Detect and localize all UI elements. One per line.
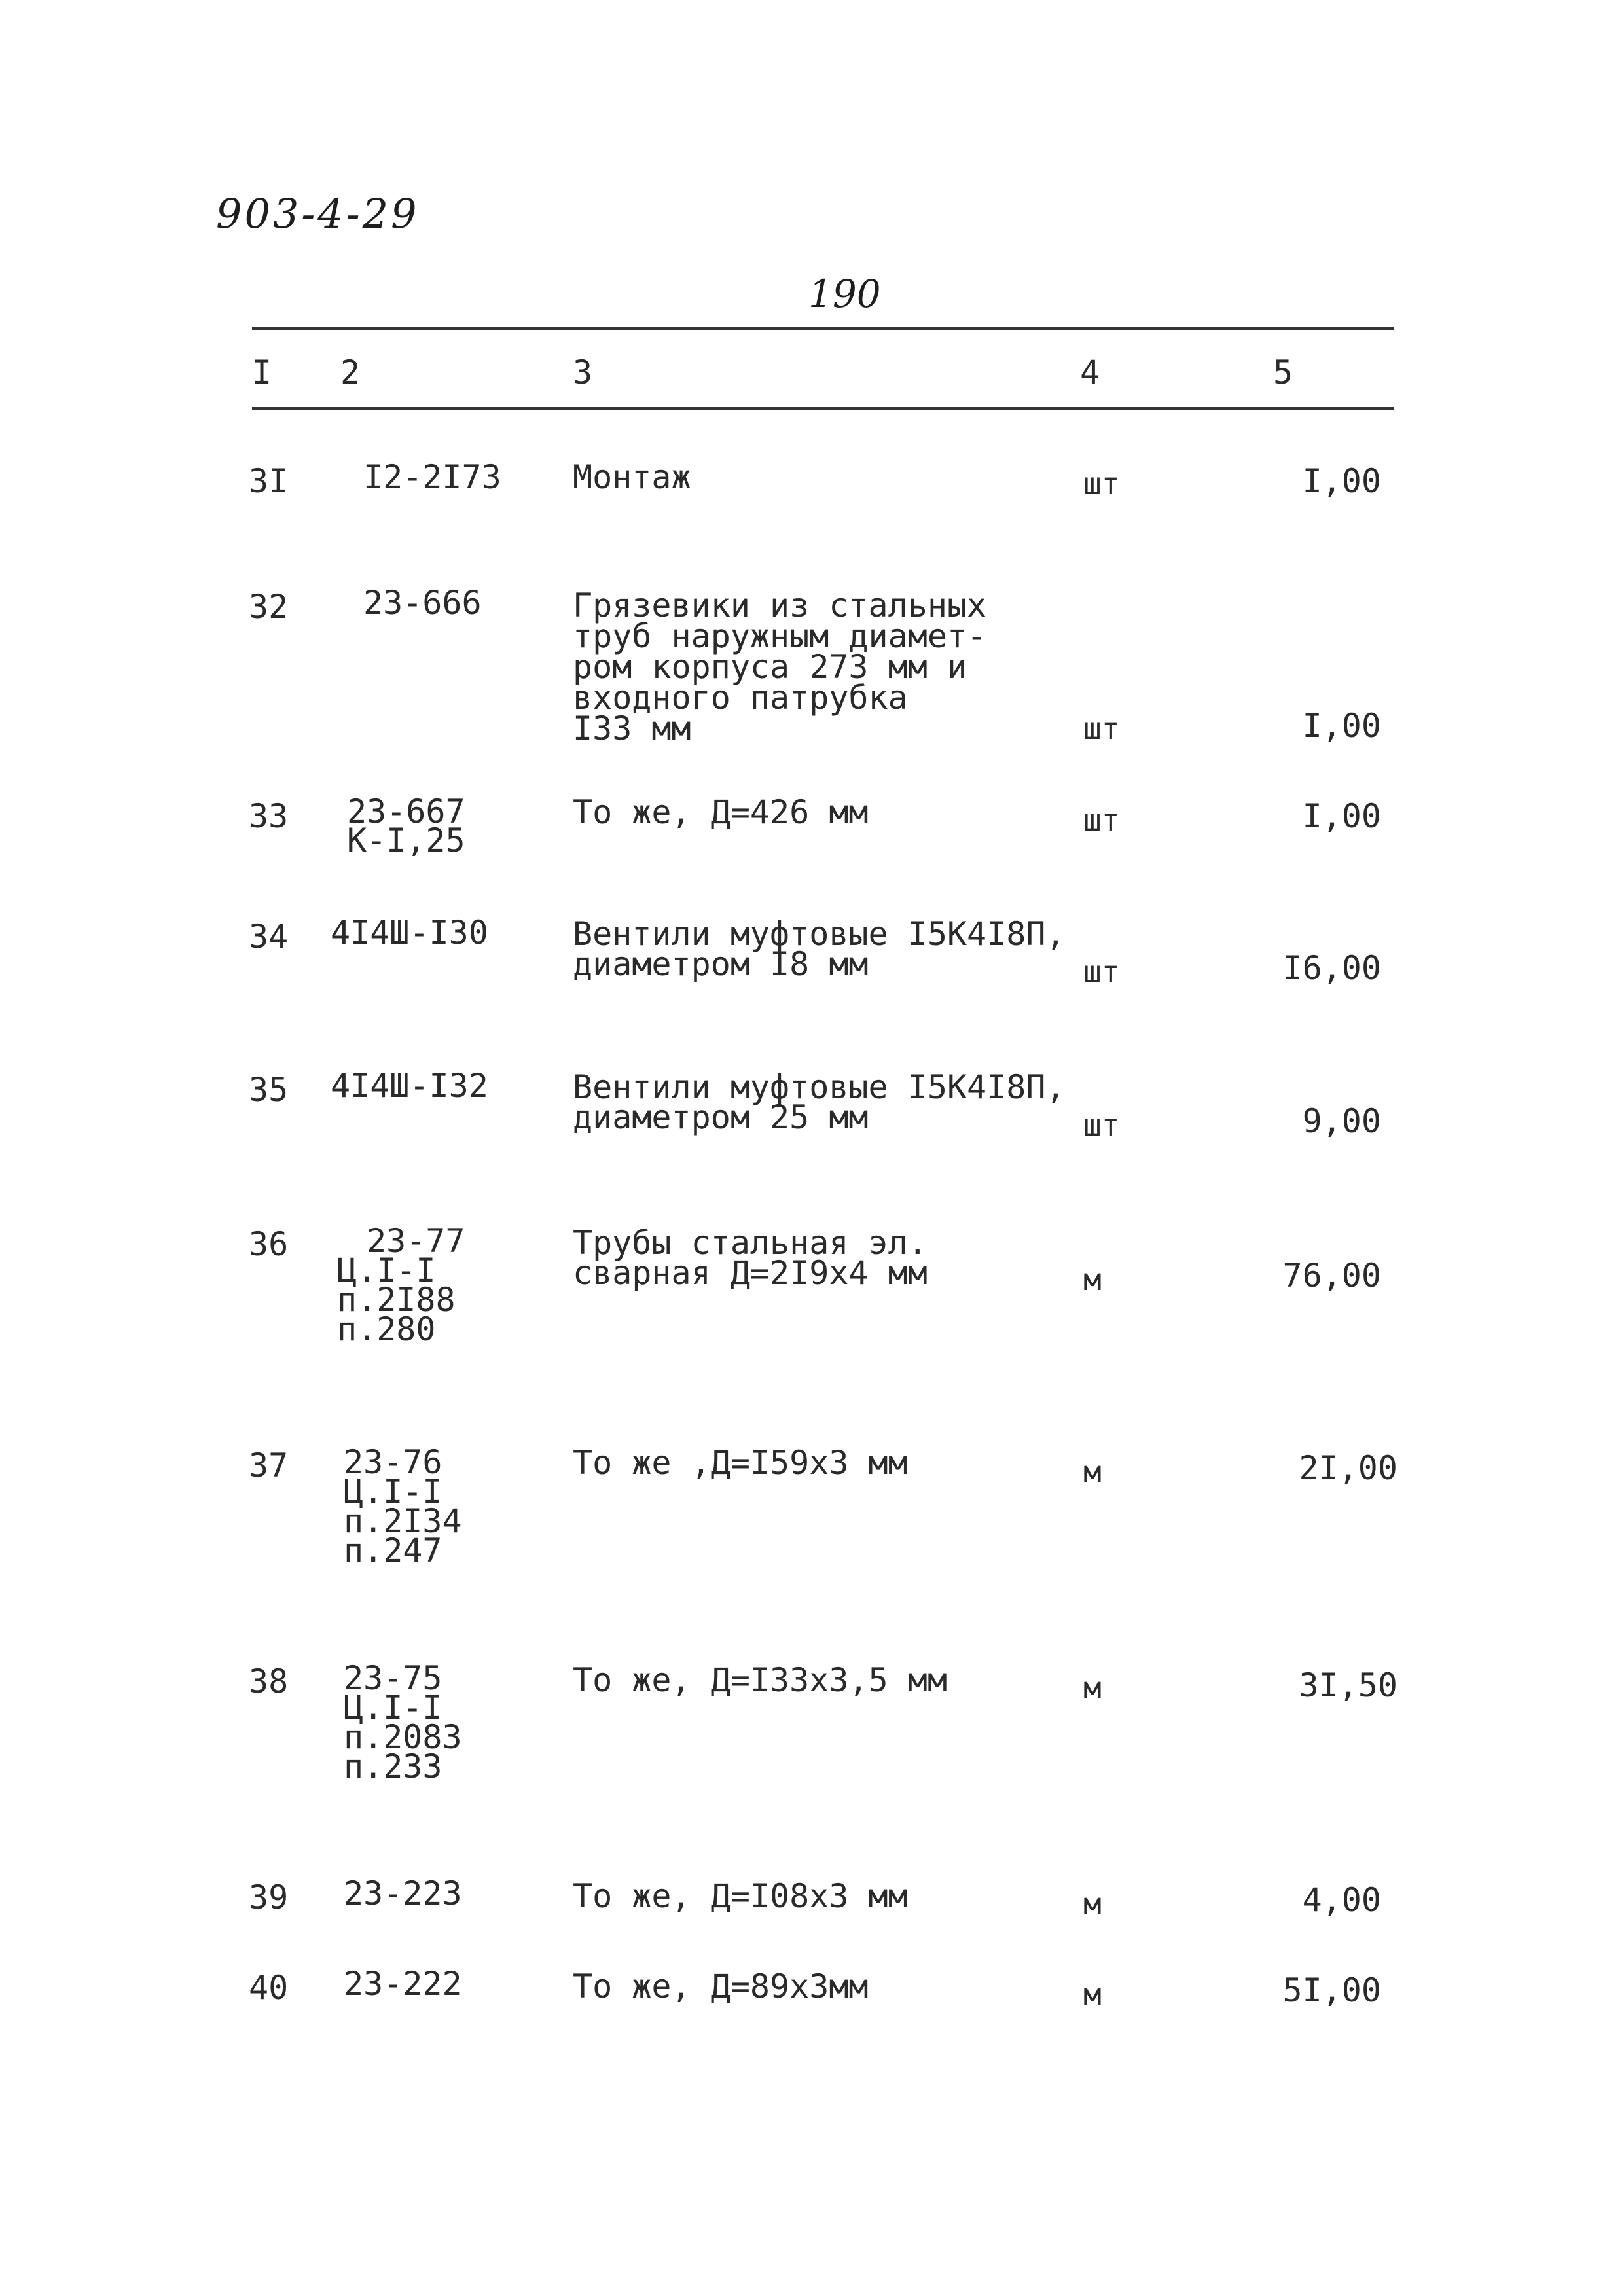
row-unit: шт (1083, 954, 1120, 990)
row-desc-line: То же, Д=I33х3,5 мм (573, 1661, 947, 1699)
row-description (573, 458, 691, 496)
row-code-line: 23-222 (344, 1965, 462, 2003)
row-desc-line: диаметром I8 мм (573, 945, 869, 983)
row-quantity: 9,00 (1302, 1102, 1381, 1140)
row-desc-line: труб наружным диамет- (573, 617, 987, 655)
row-quantity: 76,00 (1282, 1257, 1381, 1295)
row-description (573, 1068, 1066, 1136)
row-code (331, 914, 488, 952)
row-unit: м (1083, 1886, 1102, 1922)
row-unit: м (1083, 1262, 1102, 1297)
row-code-line: К-I,25 (347, 821, 465, 859)
row-desc-line: То же, Д=426 мм (573, 793, 869, 831)
row-index: 33 (249, 797, 289, 835)
header-col-1: I (252, 353, 272, 391)
row-code-line: Ц.I-I (337, 1251, 436, 1289)
row-description (573, 586, 987, 747)
row-code-line: 4I4Ш-I30 (331, 914, 488, 952)
row-quantity: I,00 (1302, 707, 1381, 745)
row-desc-line: сварная Д=2I9х4 мм (573, 1254, 928, 1292)
row-index: 40 (249, 1969, 289, 2007)
row-desc-line: входного патрубка (573, 679, 908, 717)
row-code (344, 1443, 462, 1570)
row-desc-line: Монтаж (573, 458, 691, 496)
row-unit: шт (1083, 466, 1120, 501)
row-unit: шт (1083, 1107, 1120, 1143)
row-description (573, 1661, 947, 1699)
row-unit: шт (1083, 711, 1120, 746)
row-quantity: I,00 (1302, 797, 1381, 835)
row-unit: м (1083, 1454, 1102, 1490)
row-code-line: 23-76 (344, 1443, 442, 1481)
row-code-line: п.280 (337, 1310, 436, 1348)
header-col-2: 2 (340, 353, 361, 391)
row-code (347, 793, 465, 859)
row-code (363, 584, 482, 622)
row-desc-line: То же, Д=89х3мм (573, 1967, 869, 2005)
document-code: 903-4-29 (216, 190, 420, 238)
row-code (344, 1874, 462, 1912)
row-desc-line: Трубы стальная эл. (573, 1224, 928, 1262)
row-code (344, 1965, 462, 2003)
row-description (573, 1444, 908, 1482)
row-unit: шт (1083, 802, 1120, 838)
row-description (573, 1224, 928, 1292)
header-col-3: 3 (573, 353, 593, 391)
row-code-line: п.2I88 (337, 1281, 456, 1319)
row-unit: м (1083, 1977, 1102, 2012)
row-code-line: п.2083 (344, 1718, 462, 1756)
row-desc-line: диаметром 25 мм (573, 1098, 869, 1136)
row-desc-line: Вентили муфтовые I5К4I8П, (573, 915, 1066, 953)
row-desc-line: Вентили муфтовые I5К4I8П, (573, 1068, 1066, 1106)
row-code-line: 23-77 (367, 1222, 465, 1260)
row-index: 35 (249, 1071, 289, 1109)
row-quantity: 2I,00 (1299, 1449, 1398, 1487)
row-description (573, 793, 869, 831)
row-code-line: 23-223 (344, 1874, 462, 1912)
row-description (573, 1967, 869, 2005)
row-code-line: Ц.I-I (344, 1473, 442, 1511)
row-code-line: 23-667 (347, 793, 465, 831)
row-code (363, 458, 501, 496)
page-number: 190 (808, 272, 881, 316)
row-desc-line: Грязевики из стальных (573, 586, 987, 624)
row-quantity: 3I,50 (1299, 1666, 1398, 1704)
table-header-rule (252, 407, 1394, 410)
header-col-5: 5 (1273, 353, 1293, 391)
row-desc-line: I33 мм (573, 709, 691, 747)
row-index: 39 (249, 1878, 289, 1916)
row-index: 34 (249, 918, 289, 956)
row-desc-line: ром корпуса 273 мм и (573, 648, 967, 686)
row-code (344, 1659, 462, 1785)
row-code-line: п.2I34 (344, 1502, 462, 1540)
row-code (337, 1222, 465, 1348)
row-code (331, 1067, 488, 1105)
header-col-4: 4 (1080, 353, 1100, 391)
row-code-line: п.247 (344, 1532, 442, 1570)
row-description (573, 1877, 908, 1915)
row-quantity: I,00 (1302, 462, 1381, 500)
row-index: 3I (249, 462, 289, 500)
row-index: 38 (249, 1662, 289, 1700)
row-code-line: I2-2I73 (363, 458, 501, 496)
row-code-line: 4I4Ш-I32 (331, 1067, 488, 1105)
row-code-line: 23-75 (344, 1659, 442, 1697)
row-quantity: I6,00 (1282, 949, 1381, 987)
row-code-line: п.233 (344, 1748, 442, 1785)
row-quantity: 5I,00 (1282, 1971, 1381, 2009)
row-index: 37 (249, 1446, 289, 1484)
row-code-line: Ц.I-I (344, 1689, 442, 1727)
row-unit: м (1083, 1670, 1102, 1706)
row-index: 32 (249, 588, 289, 626)
row-code-line: 23-666 (363, 584, 482, 622)
row-desc-line: То же ,Д=I59х3 мм (573, 1444, 908, 1482)
table-top-rule (252, 327, 1394, 330)
row-description (573, 915, 1066, 983)
row-quantity: 4,00 (1302, 1881, 1381, 1919)
row-desc-line: То же, Д=I08х3 мм (573, 1877, 908, 1915)
row-index: 36 (249, 1225, 289, 1263)
